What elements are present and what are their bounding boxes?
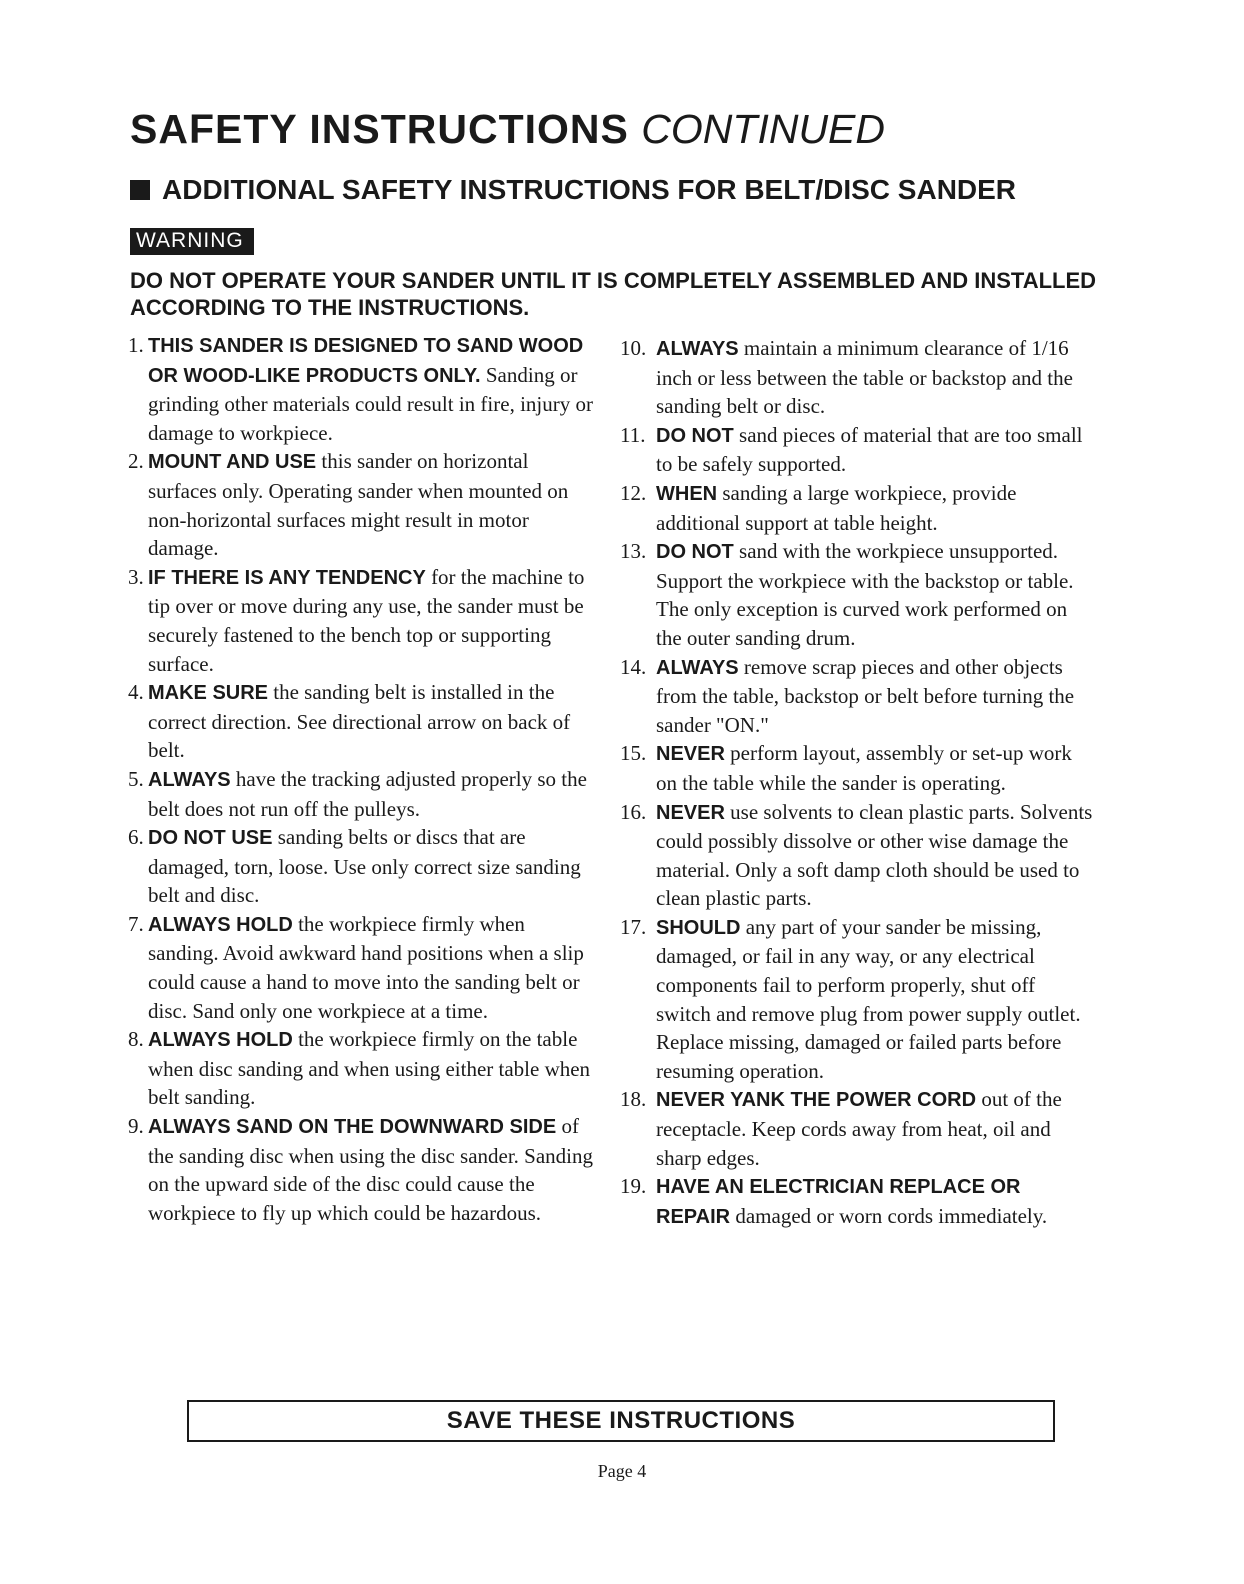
item-keyword: ALWAYS HOLD <box>148 1029 293 1052</box>
item-keyword: ALWAYS <box>148 768 231 791</box>
item-keyword: MOUNT AND USE <box>148 451 317 474</box>
item-keyword: DO NOT <box>656 424 734 447</box>
item-number: 15. <box>620 741 647 766</box>
warning-badge: WARNING <box>130 228 254 255</box>
instructions-right-column <box>620 334 1095 1231</box>
item-text: the workpiece firmly on the table when disc sanding and when using either table when belt sanding. <box>148 1027 591 1110</box>
square-bullet-icon <box>130 180 150 200</box>
instruction-item <box>620 421 1095 479</box>
item-text: have the tracking adjusted properly so the belt does not run off the pulleys. <box>148 766 587 821</box>
item-keyword: WHEN <box>656 482 718 505</box>
item-keyword: NEVER <box>656 801 725 824</box>
instruction-item <box>620 798 1095 913</box>
item-text: the sanding belt is installed in the correct direction. See directional arrow on back of belt. <box>148 680 571 763</box>
item-text: of the sanding disc when using the disc sander. Sanding on the upward side of the disc could cause the workpiece to fly up which could be hazardous. <box>148 1114 594 1225</box>
item-text: perform layout, assembly or set-up work on the table while the sander is operating. <box>656 741 1072 795</box>
item-text: out of the receptacle. Keep cords away from heat, oil and sharp edges. <box>656 1087 1062 1170</box>
item-number: 1. <box>128 333 144 357</box>
title-suffix: CONTINUED <box>641 106 886 152</box>
item-number: 6. <box>128 825 144 850</box>
title-main: SAFETY INSTRUCTIONS <box>130 106 629 152</box>
item-text: use solvents to clean plastic parts. Solvents could possibly dissolve or other wise damage the material. Only a soft damp cloth should be used to clean plastic parts. <box>656 799 1093 911</box>
section-heading-text: ADDITIONAL SAFETY INSTRUCTIONS FOR BELT/DISC SANDER <box>162 174 1017 205</box>
instruction-item <box>620 1172 1095 1231</box>
item-text: any part of your sander be missing, damaged, or fail in any way, or any electrical components fail to perform properly, shut off switch and remove plug from power supply outlet. Replace missing, damaged or failed parts before resuming operation. <box>656 914 1081 1083</box>
instruction-item <box>620 334 1095 421</box>
item-text: the workpiece firmly when sanding. Avoid awkward hand positions when a slip could cause a hand to move into the sanding belt or disc. Sand only one workpiece at a time. <box>148 911 584 1023</box>
item-keyword: ALWAYS <box>656 338 739 360</box>
warning-text: DO NOT OPERATE YOUR SANDER UNTIL IT IS COMPLETELY ASSEMBLED AND INSTALLED ACCORDING TO THE INSTRUCTIONS. <box>130 268 1097 320</box>
item-number: 17. <box>620 914 647 939</box>
page-number: Page 4 <box>597 1461 647 1481</box>
instruction-item <box>620 653 1095 740</box>
item-number: 13. <box>620 539 647 564</box>
section-heading <box>130 174 1016 206</box>
item-keyword: THIS SANDER IS DESIGNED TO SAND WOOD OR WOOD-LIKE PRODUCTS ONLY. <box>148 335 584 387</box>
item-number: 4. <box>128 680 144 705</box>
item-number: 12. <box>620 480 647 505</box>
instruction-item <box>128 765 598 823</box>
item-text: remove scrap pieces and other objects from the table, backstop or belt before turning the sander "ON." <box>656 654 1075 737</box>
item-keyword: DO NOT <box>656 541 734 564</box>
item-keyword: MAKE SURE <box>148 682 269 705</box>
item-keyword: SHOULD <box>656 916 741 939</box>
item-text: Sanding or grinding other materials could result in fire, injury or damage to workpiece. <box>148 362 593 445</box>
item-number: 2. <box>128 449 144 474</box>
item-number: 18. <box>620 1087 647 1112</box>
instructions-left-column <box>128 331 598 1227</box>
item-number: 14. <box>620 654 647 679</box>
item-keyword: ALWAYS SAND ON THE DOWNWARD SIDE <box>148 1116 557 1139</box>
instruction-item <box>620 479 1095 537</box>
item-number: 5. <box>128 766 144 791</box>
instruction-item <box>128 563 598 678</box>
item-keyword: DO NOT USE <box>148 827 273 850</box>
item-text: sanding a large workpiece, provide additional support at table height. <box>656 480 1017 535</box>
instruction-item <box>128 447 598 562</box>
instruction-item <box>128 1025 598 1112</box>
save-instructions-text: SAVE THESE INSTRUCTIONS <box>446 1407 796 1434</box>
page-title <box>130 106 885 153</box>
instruction-item <box>128 910 598 1025</box>
instruction-item <box>128 823 598 910</box>
instruction-item <box>128 678 598 765</box>
item-number: 7. <box>128 911 144 936</box>
item-keyword: ALWAYS <box>656 656 739 679</box>
instruction-item <box>620 537 1095 652</box>
item-text: maintain a minimum clearance of 1/16 inch or less between the table or backstop and the sanding belt or disc. <box>656 336 1073 419</box>
item-number: 9. <box>128 1114 144 1139</box>
item-text: sand with the workpiece unsupported. Support the workpiece with the backstop or table. The only exception is curved work performed on the outer sanding drum. <box>656 539 1074 650</box>
item-text: sanding belts or discs that are damaged, torn, loose. Use only correct size sanding belt and disc. <box>148 825 581 908</box>
item-number: 19. <box>620 1174 647 1199</box>
instruction-item <box>128 331 598 447</box>
instruction-item <box>128 1112 598 1227</box>
item-number: 3. <box>128 564 144 589</box>
item-number: 16. <box>620 799 647 824</box>
item-text: damaged or worn cords immediately. <box>730 1203 1048 1228</box>
save-instructions-banner <box>187 1400 1055 1442</box>
item-keyword: IF THERE IS ANY TENDENCY <box>148 566 426 589</box>
instruction-item <box>620 913 1095 1086</box>
item-number: 11. <box>620 422 646 447</box>
item-text: this sander on horizontal surfaces only. Operating sander when mounted on non-horizontal surfaces might result in motor damage. <box>148 449 569 561</box>
item-keyword: HAVE AN ELECTRICIAN REPLACE OR REPAIR <box>656 1176 1021 1228</box>
item-keyword: NEVER YANK THE POWER CORD <box>656 1089 977 1112</box>
item-number: 10. <box>620 336 647 360</box>
instruction-item <box>620 739 1095 797</box>
item-text: for the machine to tip over or move during any use, the sander must be securely fastened to the bench top or supporting surface. <box>148 564 585 676</box>
item-number: 8. <box>128 1027 144 1052</box>
item-keyword: ALWAYS HOLD <box>148 913 293 936</box>
instruction-item <box>620 1085 1095 1172</box>
item-keyword: NEVER <box>656 743 725 766</box>
item-text: sand pieces of material that are too small to be safely supported. <box>656 422 1083 477</box>
